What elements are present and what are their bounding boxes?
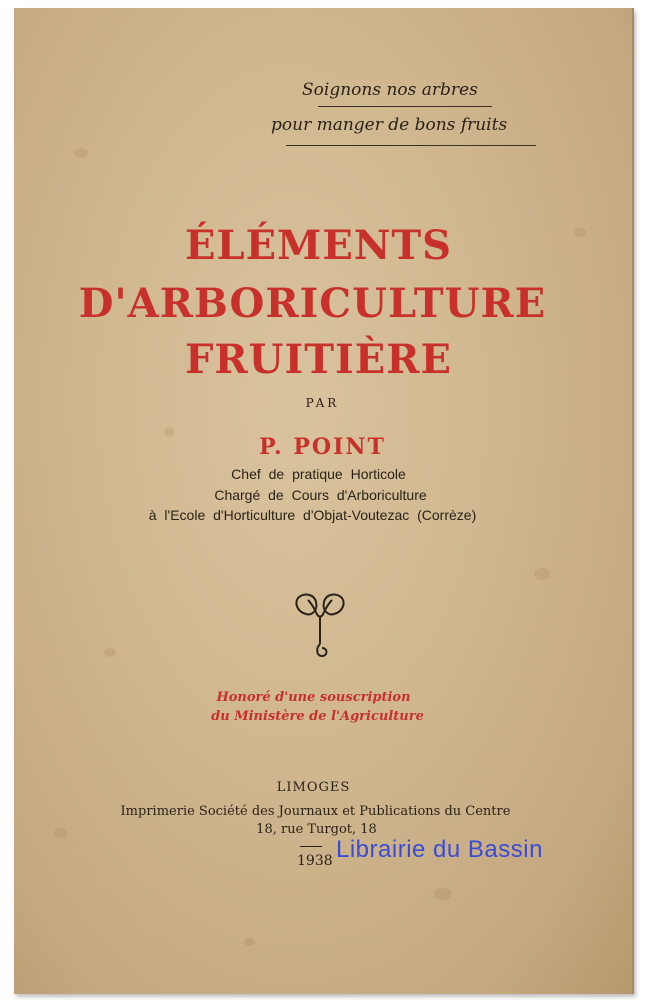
title-line-3: FRUITIÈRE bbox=[185, 336, 452, 383]
vine-leaf-ornament-icon bbox=[290, 590, 350, 662]
motto-underline-1 bbox=[318, 106, 492, 107]
foxing-spot bbox=[74, 148, 88, 158]
honor-line-2: du Ministère de l'Agriculture bbox=[211, 709, 424, 724]
motto-line-1: Soignons nos arbres bbox=[302, 80, 478, 100]
separator-dash bbox=[300, 846, 322, 847]
motto-line-2: pour manger de bons fruits bbox=[271, 115, 508, 135]
honor-line-1: Honoré d'une souscription bbox=[216, 690, 411, 705]
publisher-name: Imprimerie Société des Journaux et Publications du Centre bbox=[120, 804, 511, 819]
publisher-address: 18, rue Turgot, 18 bbox=[256, 822, 377, 837]
par-label: PAR bbox=[305, 396, 340, 410]
author-role-1: Chef de pratique Horticole bbox=[231, 466, 406, 482]
author-role-3: à l'Ecole d'Horticulture d'Objat-Voutezac (Corrèze) bbox=[148, 507, 477, 523]
foxing-spot bbox=[534, 568, 550, 580]
watermark-text: Librairie du Bassin bbox=[336, 836, 543, 863]
motto-underline-2 bbox=[286, 145, 536, 146]
author-role-2: Chargé de Cours d'Arboriculture bbox=[214, 487, 427, 503]
publication-year: 1938 bbox=[297, 853, 333, 869]
title-line-1: ÉLÉMENTS bbox=[184, 222, 453, 269]
publisher-city: LIMOGES bbox=[276, 780, 351, 795]
title-line-2: D'ARBORICULTURE bbox=[78, 280, 547, 327]
foxing-spot bbox=[104, 648, 116, 657]
foxing-spot bbox=[434, 888, 452, 900]
author-name: P. POINT bbox=[259, 434, 386, 460]
foxing-spot bbox=[244, 938, 255, 946]
